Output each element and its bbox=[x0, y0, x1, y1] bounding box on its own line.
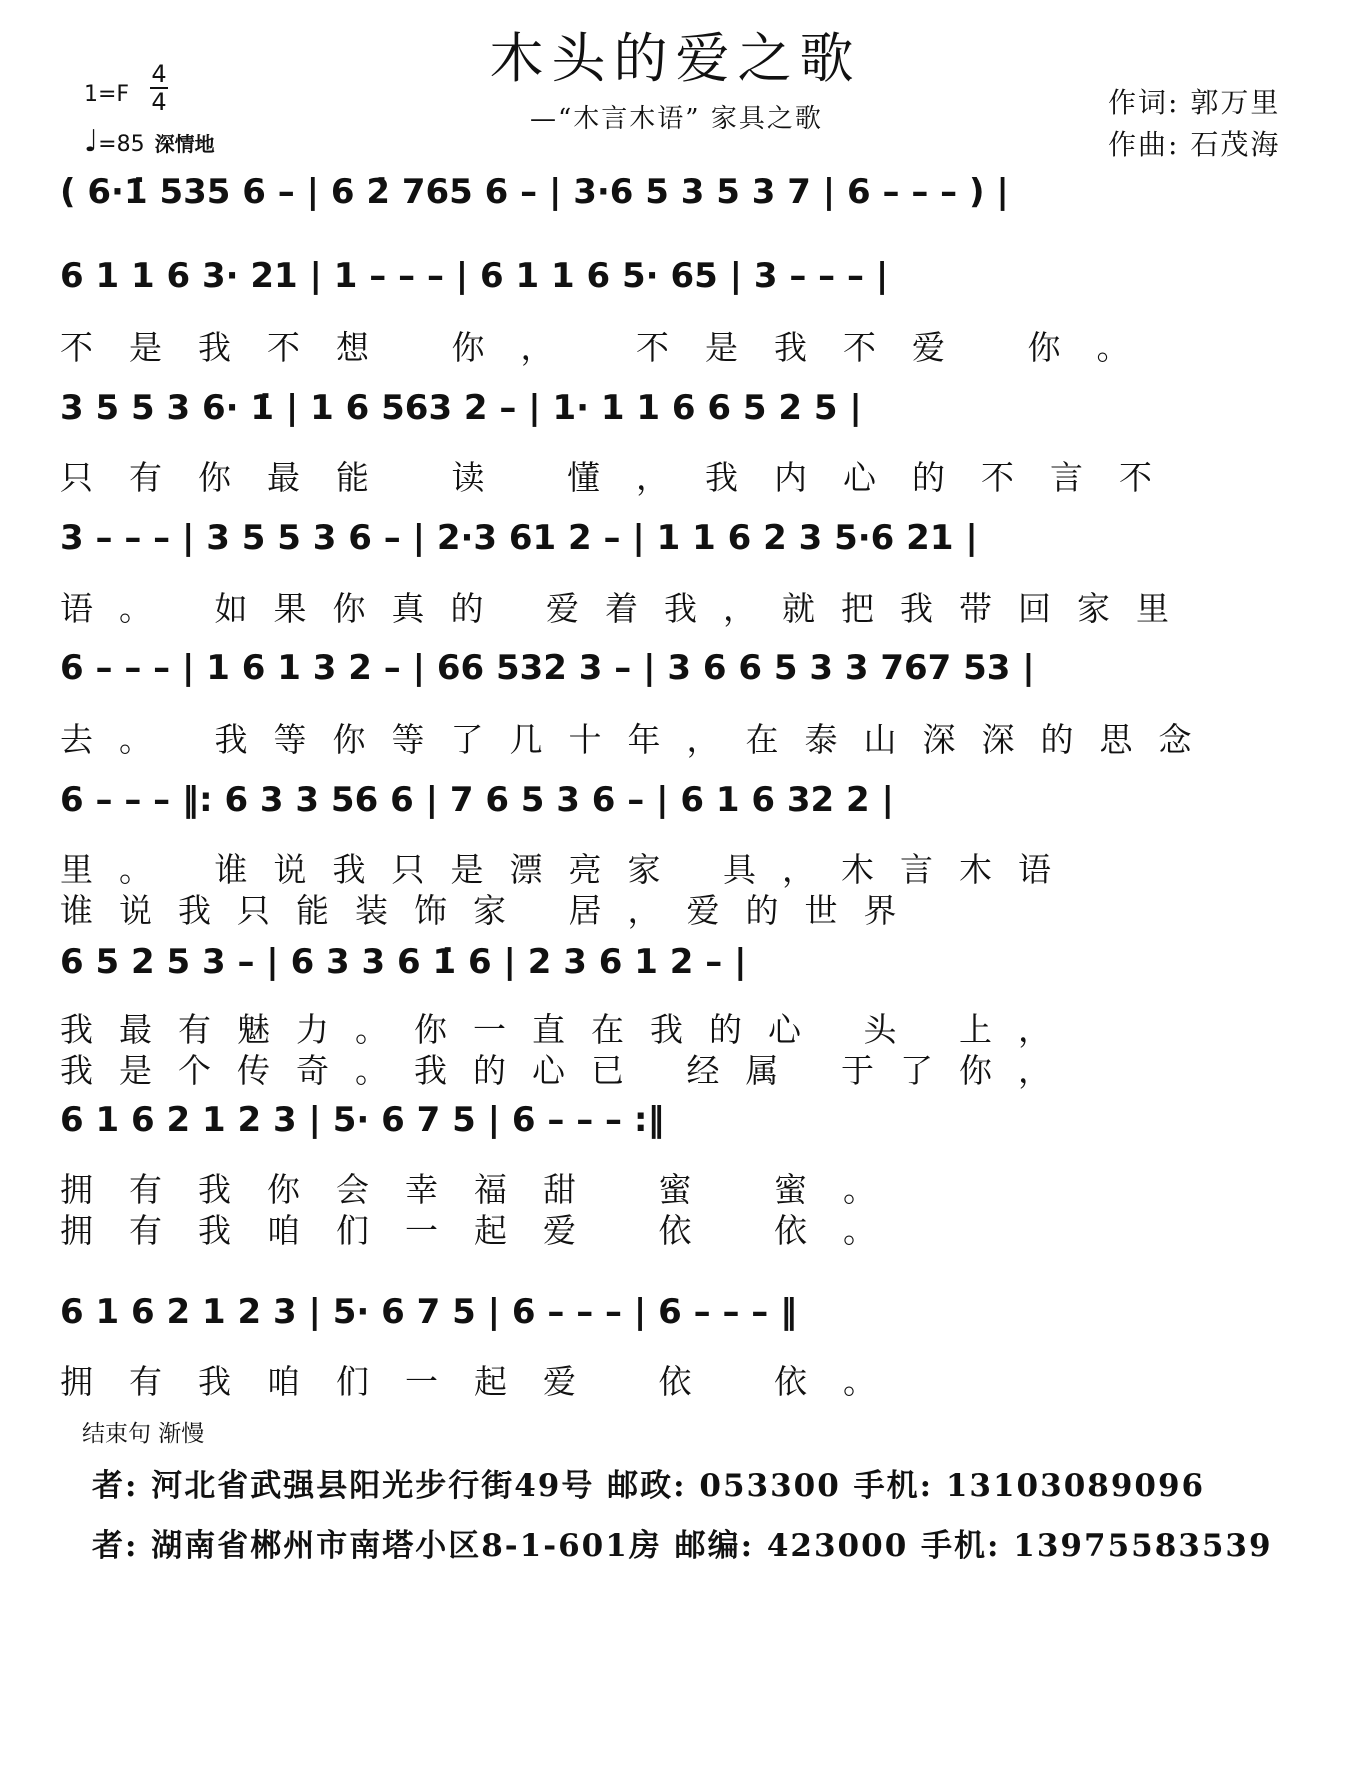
lyric-row-5-verse-2: 谁说我只能装饰家 居，爱的世界 bbox=[60, 891, 923, 930]
lyricist-credit: 作词: 郭万里 bbox=[1108, 86, 1281, 119]
lyric-row-3: 语。 如果你真的 爱着我，就把我带回家里 bbox=[60, 589, 1195, 628]
notation-row-6: 6 5 2 5 3 – | 6 3 3 6 1̇ 6 | 2 3 6 1 2 – | bbox=[60, 942, 747, 982]
song-subtitle: —“木言木语” 家具之歌 bbox=[530, 104, 823, 134]
song-title: 木头的爱之歌 bbox=[489, 27, 862, 90]
notation-row-7: 6 1 6 2 1 2 3 | 5· 6 7 5 | 6 – – – :‖ bbox=[60, 1100, 665, 1140]
lyric-row-7-verse-1: 拥有我你会幸福甜 蜜 蜜。 bbox=[60, 1170, 912, 1209]
notation-row-ending: 6 1 6 2 1 2 3 | 5· 6 7 5 | 6 – – – | 6 – – – ‖ bbox=[60, 1292, 798, 1332]
ending-label: 结束句 渐慢 bbox=[82, 1421, 205, 1447]
time-signature-bottom: 4 bbox=[151, 88, 167, 116]
lyric-row-5-verse-1: 里。 谁说我只是漂亮家 具，木言木语 bbox=[60, 850, 1077, 889]
tempo-value: =85 bbox=[98, 132, 145, 157]
notation-row-1: 6 1 1 6 3· 21 | 1 – – – | 6 1 1 6 5· 65 | 3 – – – | bbox=[60, 256, 889, 296]
quarter-note-icon: ♩ bbox=[84, 124, 99, 159]
lyric-row-7-verse-2: 拥有我咱们一起爱 依 依。 bbox=[60, 1211, 912, 1250]
lyric-row-6-verse-1: 我最有魅力。你一直在我的心 头 上， bbox=[60, 1010, 1077, 1049]
lyric-row-6-verse-2: 我是个传奇。我的心已 经属 于了你， bbox=[60, 1051, 1077, 1090]
tempo-marking bbox=[84, 124, 215, 159]
composer-credit: 作曲: 石茂海 bbox=[1108, 128, 1281, 161]
contact-composer: 者: 湖南省郴州市南塔小区8-1-601房 邮编: 423000 手机: 13975583539 bbox=[92, 1528, 1273, 1564]
notation-row-5: 6 – – – ‖: 6 3 3 56 6 | 7 6 5 3 6 – | 6 1 6 32 2 | bbox=[60, 780, 894, 820]
time-signature-top: 4 bbox=[151, 60, 167, 88]
notation-row-3: 3 – – – | 3 5 5 3 6 – | 2·3 61 2 – | 1 1 6 2 3 5·6 21 | bbox=[60, 518, 978, 558]
key-signature: 1=F bbox=[84, 82, 130, 107]
lyric-row-4: 去。 我等你等了几十年，在泰山深深的思念 bbox=[60, 720, 1218, 759]
expression-mark: 深情地 bbox=[154, 132, 215, 156]
lyric-row-2: 只有你最能 读 懂，我内心的不言不 bbox=[60, 458, 1188, 497]
lyric-row-1: 不是我不想 你， 不是我不爱 你。 bbox=[60, 328, 1166, 367]
contact-lyricist: 者: 河北省武强县阳光步行街49号 邮政: 053300 手机: 13103089096 bbox=[92, 1468, 1206, 1504]
credits bbox=[1108, 82, 1280, 166]
time-signature bbox=[150, 62, 168, 114]
lyric-row-ending: 拥有我咱们一起爱 依 依。 bbox=[60, 1362, 912, 1401]
notation-row-2: 3 5 5 3 6· 1̇ | 1 6 563 2 – | 1· 1 1 6 6 5 2 5 | bbox=[60, 388, 862, 428]
notation-row-4: 6 – – – | 1 6 1 3 2 – | 66 532 3 – | 3 6 6 5 3 3 767 53 | bbox=[60, 648, 1035, 688]
notation-row-intro: ( 6·1̇ 535 6 – | 6 2̇ 765 6 – | 3·6 5 3 5 3 7 | 6 – – – ) | bbox=[60, 172, 1009, 212]
